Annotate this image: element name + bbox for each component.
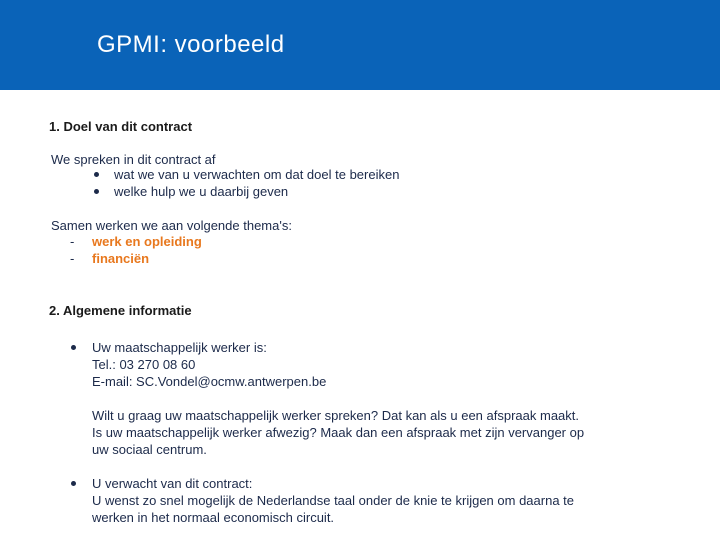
dash-icon: -: [70, 251, 75, 266]
contact-note-line-2: Is uw maatschappelijk werker afwezig? Maak dan een afspraak met zijn vervanger op: [92, 425, 585, 440]
contact-phone: Tel.: 03 270 08 60: [92, 357, 196, 372]
theme-item-1: werk en opleiding: [92, 234, 202, 249]
expectation-line-1: U wenst zo snel mogelijk de Nederlandse taal onder de knie te krijgen om daarna te: [92, 493, 574, 508]
section2-heading: 2. Algemene informatie: [49, 303, 192, 318]
bullet-icon: [94, 172, 99, 177]
section1-intro: We spreken in dit contract af: [51, 152, 216, 167]
slide-title: GPMI: voorbeeld: [97, 31, 285, 58]
theme-item-2: financiën: [92, 251, 150, 266]
dash-icon: -: [70, 234, 75, 249]
bullet-icon: [71, 481, 76, 486]
section1-bullet-1: wat we van u verwachten om dat doel te bereiken: [114, 167, 400, 182]
bullet-icon: [94, 189, 99, 194]
contact-note-line-1: Wilt u graag uw maatschappelijk werker spreken? Dat kan als u een afspraak maakt.: [92, 408, 580, 423]
section1-bullet-2: welke hulp we u daarbij geven: [114, 184, 289, 199]
contact-email: E-mail: SC.Vondel@ocmw.antwerpen.be: [92, 374, 327, 389]
contact-note-line-3: uw sociaal centrum.: [92, 442, 207, 457]
bullet-icon: [71, 345, 76, 350]
expectation-label: U verwacht van dit contract:: [92, 476, 253, 491]
expectation-line-2: werken in het normaal economisch circuit.: [92, 510, 335, 525]
themes-intro: Samen werken we aan volgende thema's:: [51, 218, 292, 233]
contact-label: Uw maatschappelijk werker is:: [92, 340, 267, 355]
section1-heading: 1. Doel van dit contract: [49, 119, 193, 134]
